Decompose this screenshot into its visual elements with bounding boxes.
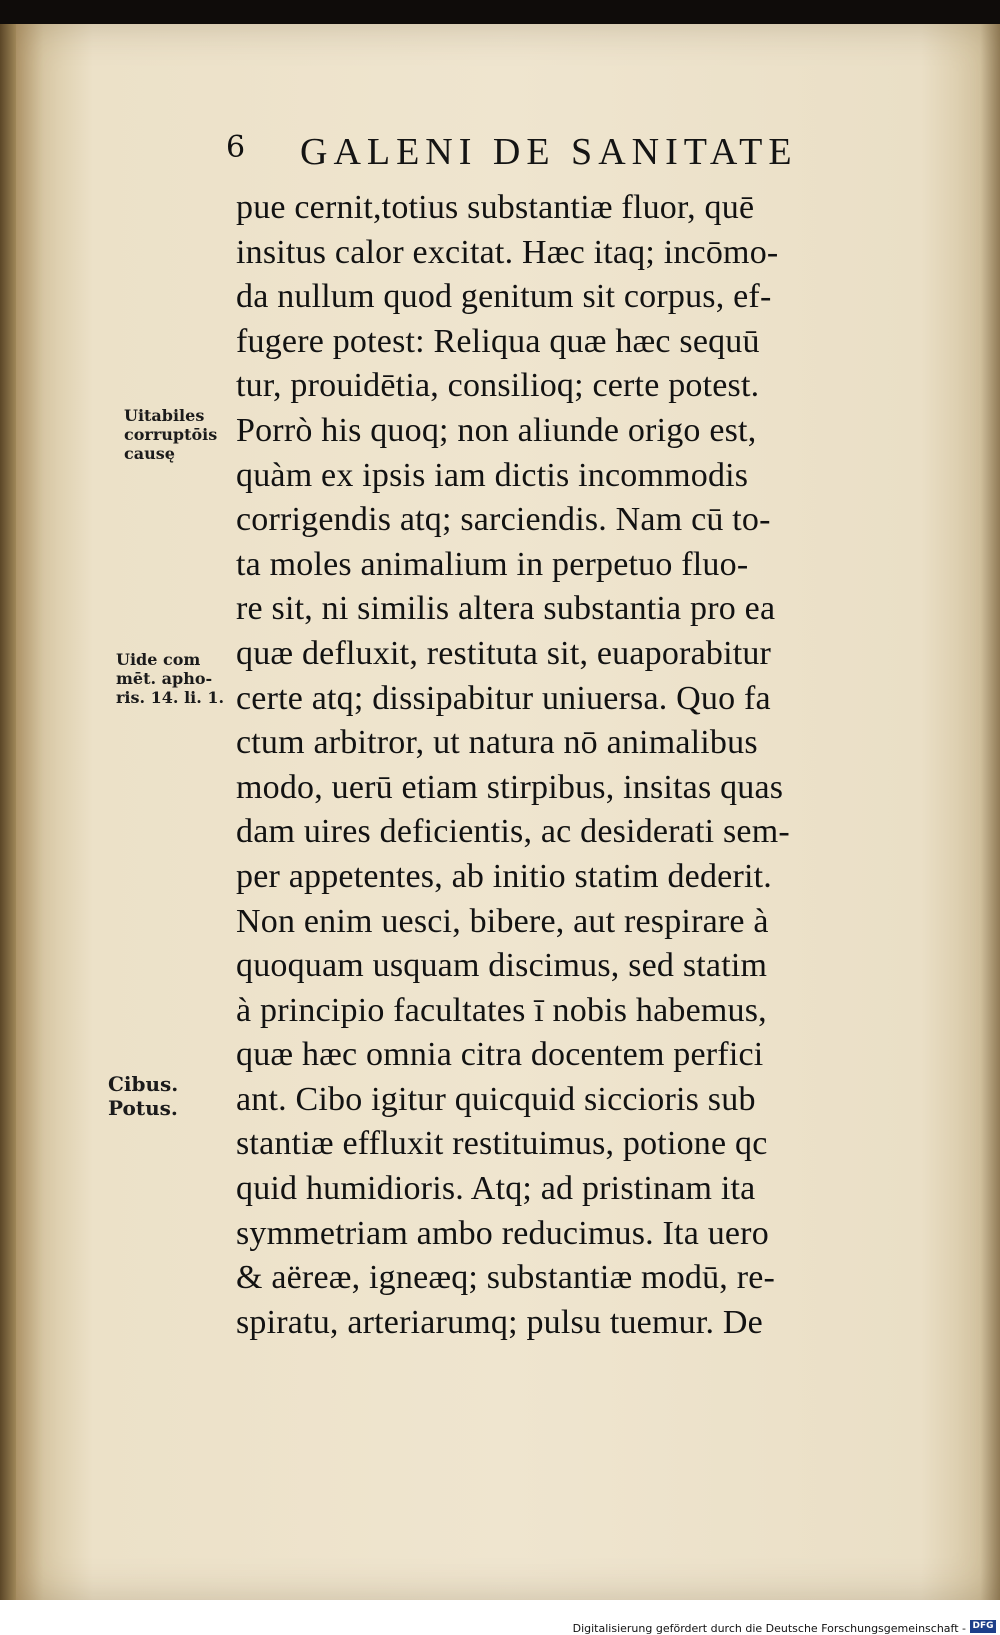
margin-note-line: Uide com [116, 650, 201, 669]
text-line: & aëreæ, igneæq; substantiæ modū, re- [236, 1259, 776, 1297]
text-line: ctum arbitror, ut natura nō animalibus [236, 724, 758, 762]
margin-note-line: causę [124, 444, 175, 463]
margin-note-line: corruptōis [124, 425, 218, 444]
text-line: per appetentes, ab initio statim dederit. [236, 857, 772, 895]
text-line: quàm ex ipsis iam dictis incommodis [236, 456, 749, 494]
margin-note-line: Uitabiles [124, 406, 205, 425]
text-line: quæ hæc omnia citra docentem perfici [236, 1036, 764, 1074]
text-line: re sit, ni similis altera substantia pro ea [236, 590, 776, 628]
text-line: quæ defluxit, restituta sit, euaporabitur [236, 634, 772, 672]
text-line: symmetriam ambo reducimus. Ita uero [236, 1214, 769, 1252]
text-line: spiratu, arteriarumq; pulsu tuemur. De [236, 1303, 763, 1341]
margin-note-corruption [124, 406, 217, 463]
text-line: tur, prouidētia, consilioq; certe potest. [236, 367, 760, 405]
margin-note-line: ris. 14. li. 1. [116, 688, 225, 707]
text-line: Non enim uesci, bibere, aut respirare à [236, 902, 769, 940]
text-line: dam uires deficientis, ac desiderati sem- [236, 813, 790, 851]
scan-top-border [0, 0, 1000, 26]
text-line: modo, uerū etiam stirpibus, insitas quas [236, 768, 784, 806]
text-line: da nullum quod genitum sit corpus, ef- [236, 278, 772, 316]
text-line: stantiæ effluxit restituimus, potione qc [236, 1125, 768, 1163]
text-line: quoquam usquam discimus, sed statim [236, 947, 768, 985]
text-line: ant. Cibo igitur quicquid siccioris sub [236, 1080, 756, 1118]
dfg-logo: DFG [970, 1620, 996, 1633]
page-binding-edge [0, 24, 16, 1600]
margin-note-line: mēt. apho- [116, 669, 213, 688]
text-line: quid humidioris. Atq; ad pristinam ita [236, 1170, 756, 1208]
text-line: certe atq; dissipabitur uniuersa. Quo fa [236, 679, 771, 717]
text-line: ta moles animalium in perpetuo fluo- [236, 545, 749, 583]
margin-note-line: Cibus. [108, 1072, 179, 1096]
margin-note-line: Potus. [108, 1096, 178, 1120]
digitization-credit: Digitalisierung gefördert durch die Deutsche Forschungsgemeinschaft - [572, 1622, 966, 1635]
body-text [236, 186, 886, 1345]
text-line: à principio facultates ī nobis habemus, [236, 991, 767, 1029]
text-line: insitus calor excitat. Hæc itaq; incōmo- [236, 233, 779, 271]
text-line: corrigendis atq; sarciendis. Nam cū to- [236, 501, 771, 539]
text-line: fugere potest: Reliqua quæ hæc sequū [236, 322, 760, 360]
margin-note-food-drink [108, 1072, 178, 1120]
text-line: Porrò his quoq; non aliunde origo est, [236, 411, 757, 449]
text-line: pue cernit,totius substantiæ fluor, quē [236, 189, 755, 226]
margin-note-aphorism-reference [116, 650, 224, 707]
running-title: GALENI DE SANITATE [300, 131, 798, 173]
page-number: 6 [226, 130, 247, 165]
